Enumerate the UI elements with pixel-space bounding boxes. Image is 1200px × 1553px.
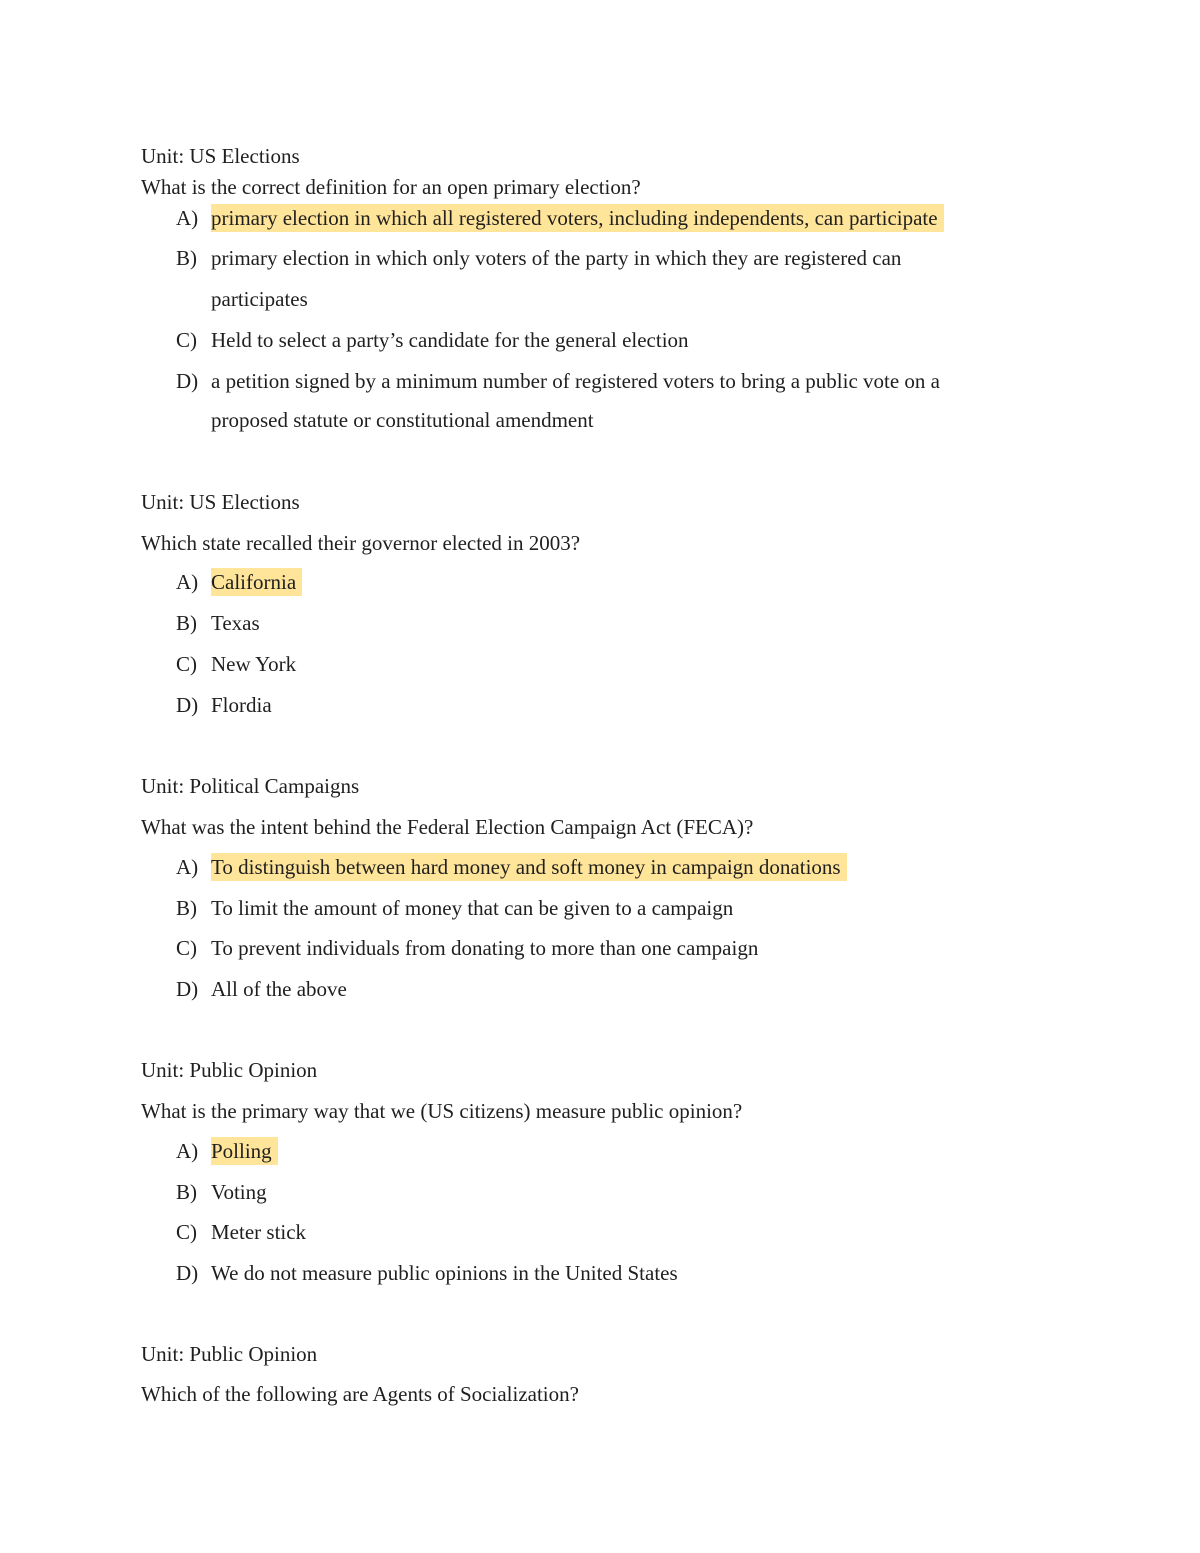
unit-label: Unit: Political Campaigns	[141, 774, 360, 798]
unit-label: Unit: Public Opinion	[141, 1058, 318, 1082]
unit-label: Unit: US Elections	[141, 144, 300, 168]
option-text-highlighted: To distinguish between hard money and soft money in campaign donations	[211, 853, 847, 881]
option-letter: C)	[176, 328, 197, 352]
option-text-highlighted: Polling	[211, 1137, 278, 1165]
answer-option	[176, 1178, 267, 1206]
option-text-continuation: participates	[211, 287, 308, 311]
option-letter: A)	[176, 1139, 199, 1163]
option-letter: C)	[176, 652, 197, 676]
answer-option	[176, 204, 944, 232]
question-text: What was the intent behind the Federal Election Campaign Act (FECA)?	[141, 815, 754, 839]
answer-option	[176, 975, 347, 1003]
option-letter: D)	[176, 693, 199, 717]
question-text: What is the primary way that we (US citizens) measure public opinion?	[141, 1099, 743, 1123]
answer-option	[176, 691, 272, 719]
unit-label: Unit: US Elections	[141, 490, 300, 514]
option-text: Texas	[211, 611, 260, 635]
option-text-highlighted: primary election in which all registered voters, including independents, can participate	[211, 204, 944, 232]
option-letter: D)	[176, 369, 199, 393]
option-text: Meter stick	[211, 1220, 307, 1244]
option-letter: C)	[176, 1220, 197, 1244]
option-text: Voting	[211, 1180, 267, 1204]
option-letter: D)	[176, 977, 199, 1001]
option-letter: B)	[176, 1180, 197, 1204]
answer-option	[176, 894, 733, 922]
option-letter: A)	[176, 855, 199, 879]
question-text: Which of the following are Agents of Socialization?	[141, 1382, 579, 1406]
answer-option	[176, 1259, 678, 1287]
option-letter: D)	[176, 1261, 199, 1285]
answer-option	[176, 1218, 306, 1246]
answer-option	[176, 244, 901, 272]
answer-option	[176, 609, 260, 637]
option-letter: A)	[176, 570, 199, 594]
option-text: All of the above	[211, 977, 347, 1001]
option-text-highlighted: California	[211, 568, 302, 596]
option-text: a petition signed by a minimum number of registered voters to bring a public vote on a	[211, 369, 941, 393]
option-text: To prevent individuals from donating to more than one campaign	[211, 936, 759, 960]
option-text: To limit the amount of money that can be given to a campaign	[211, 896, 734, 920]
option-letter: B)	[176, 246, 197, 270]
answer-option	[176, 650, 296, 678]
option-letter: B)	[176, 896, 197, 920]
question-text: Which state recalled their governor elected in 2003?	[141, 531, 581, 555]
option-text-continuation: proposed statute or constitutional amendment	[211, 408, 594, 432]
option-text: Held to select a party’s candidate for the general election	[211, 328, 689, 352]
unit-label: Unit: Public Opinion	[141, 1342, 318, 1366]
option-letter: B)	[176, 611, 197, 635]
option-text: New York	[211, 652, 297, 676]
answer-option	[176, 568, 302, 596]
answer-option	[176, 1137, 278, 1165]
option-letter: C)	[176, 936, 197, 960]
answer-option	[176, 853, 847, 881]
option-text: We do not measure public opinions in the United States	[211, 1261, 678, 1285]
option-text: primary election in which only voters of the party in which they are registered can	[211, 246, 902, 270]
option-letter: A)	[176, 206, 199, 230]
question-text: What is the correct definition for an open primary election?	[141, 175, 641, 199]
option-text: Flordia	[211, 693, 272, 717]
answer-option	[176, 934, 758, 962]
answer-option	[176, 367, 940, 395]
answer-option	[176, 326, 689, 354]
